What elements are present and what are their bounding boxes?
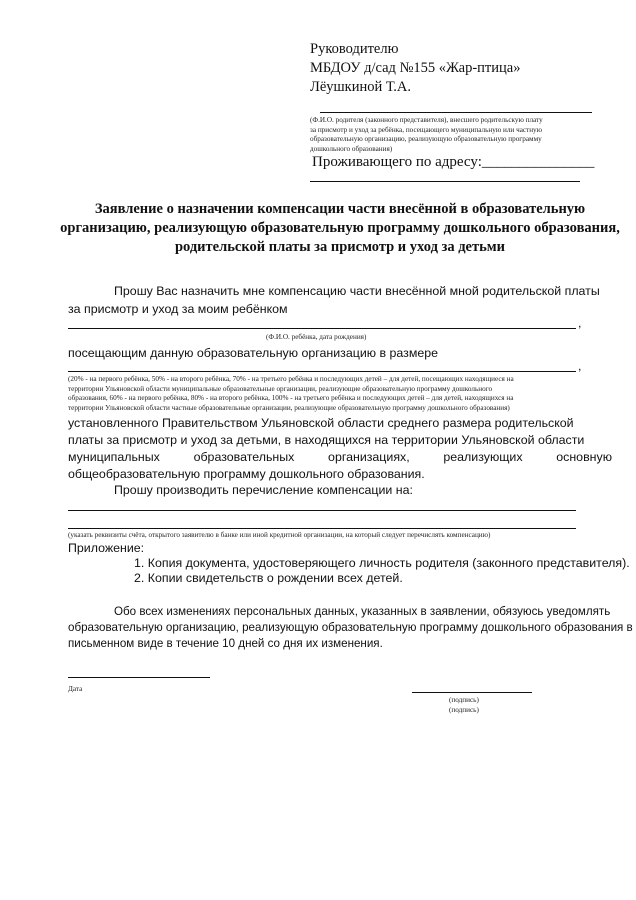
transfer-text: Прошу производить перечисление компенсации на:: [114, 483, 413, 497]
attachments-label: Приложение:: [68, 541, 145, 555]
attending-text: посещающим данную образовательную организацию в размере: [68, 346, 439, 360]
bank-details-field-1[interactable]: [68, 510, 576, 511]
size-field-comma: ,: [578, 359, 582, 373]
percent-note-3: образования, 60% - на первого ребёнка, 80% - на второго ребёнка, 100% - на третьего ребёнка и последующих детей – для детей, находящихся на: [68, 394, 514, 403]
compensation-size-field[interactable]: [68, 371, 576, 372]
date-field[interactable]: [68, 677, 210, 678]
established-line-3: [68, 449, 612, 466]
parent-name-note-1: (Ф.И.О. родителя (законного представителя), внесшего родительскую плату: [310, 116, 543, 124]
bank-details-note: (указать реквизиты счёта, открытого заявителю в банке или иной кредитной организации, на который следует перечислять компенсацию): [68, 531, 491, 539]
request-line-1: Прошу Вас назначить мне компенсацию части внесённой мной родительской платы: [114, 284, 600, 298]
document-title: [60, 200, 620, 257]
established-line-3-text: муниципальных образовательных организациях, реализующих основную: [68, 450, 612, 464]
address-field[interactable]: [310, 181, 580, 182]
notify-line-2: образовательную организацию, реализующую образовательную программу дошкольного образования в: [68, 621, 633, 634]
parent-name-field[interactable]: [320, 112, 592, 113]
percent-note-2: территории Ульяновской области муниципальные образовательные организации, реализующие образовательную программу дошкольного: [68, 384, 493, 393]
established-line-2: платы за присмотр и уход за детьми, в находящихся на территории Ульяновской области: [68, 433, 585, 447]
date-label: Дата: [68, 685, 83, 693]
title-line-2: организацию, реализующую образовательную программу дошкольного образования,: [60, 220, 620, 236]
established-line-4: общеобразовательную программу дошкольного образования.: [68, 467, 425, 481]
parent-name-note-4: дошкольного образования): [310, 144, 393, 153]
signature-field[interactable]: [412, 692, 532, 693]
child-name-note: (Ф.И.О. ребёнка, дата рождения): [266, 333, 367, 341]
recipient-organization: МБДОУ д/сад №155 «Жар-птица»: [310, 60, 521, 76]
title-line-1: Заявление о назначении компенсации части внесённой в образовательную: [94, 201, 586, 217]
parent-name-note-2: за присмотр и уход за ребёнка, посещающего муниципальную или частную: [310, 125, 543, 134]
recipient-name: Лёушкиной Т.А.: [310, 79, 412, 95]
parent-name-note-3: образовательную организацию, реализующую образовательную программу: [310, 135, 542, 144]
attachment-item-1: 1. Копия документа, удостоверяющего личность родителя (законного представителя).: [134, 556, 630, 570]
signature-label-2: (подпись): [449, 706, 479, 714]
address-label: Проживающего по адресу:_______________: [312, 154, 595, 170]
attachment-item-2: 2. Копии свидетельств о рождении всех детей.: [134, 571, 403, 585]
notify-line-3: письменном виде в течение 10 дней со дня их изменения.: [68, 637, 383, 650]
established-line-1: установленного Правительством Ульяновской области среднего размера родительской: [68, 416, 574, 430]
percent-note-4: территории Ульяновской области частные образовательные организации, реализующие образовательную программу дошкольного образования): [68, 403, 510, 412]
child-field-comma: ,: [578, 316, 582, 330]
bank-details-field-2[interactable]: [68, 528, 576, 529]
recipient-title: Руководителю: [310, 41, 399, 57]
title-line-3: родительской платы за присмотр и уход за детьми: [174, 239, 506, 255]
percent-note-1: (20% - на первого ребёнка, 50% - на второго ребёнка, 70% - на третьего ребёнка и последующих детей – для детей, посещающих находящиеся на: [68, 375, 514, 383]
child-name-field[interactable]: [68, 328, 576, 329]
notify-line-1: Обо всех изменениях персональных данных, указанных в заявлении, обязуюсь уведомлять: [114, 605, 611, 618]
signature-label-1: (подпись): [449, 696, 479, 704]
request-line-2: за присмотр и уход за моим ребёнком: [68, 302, 288, 316]
